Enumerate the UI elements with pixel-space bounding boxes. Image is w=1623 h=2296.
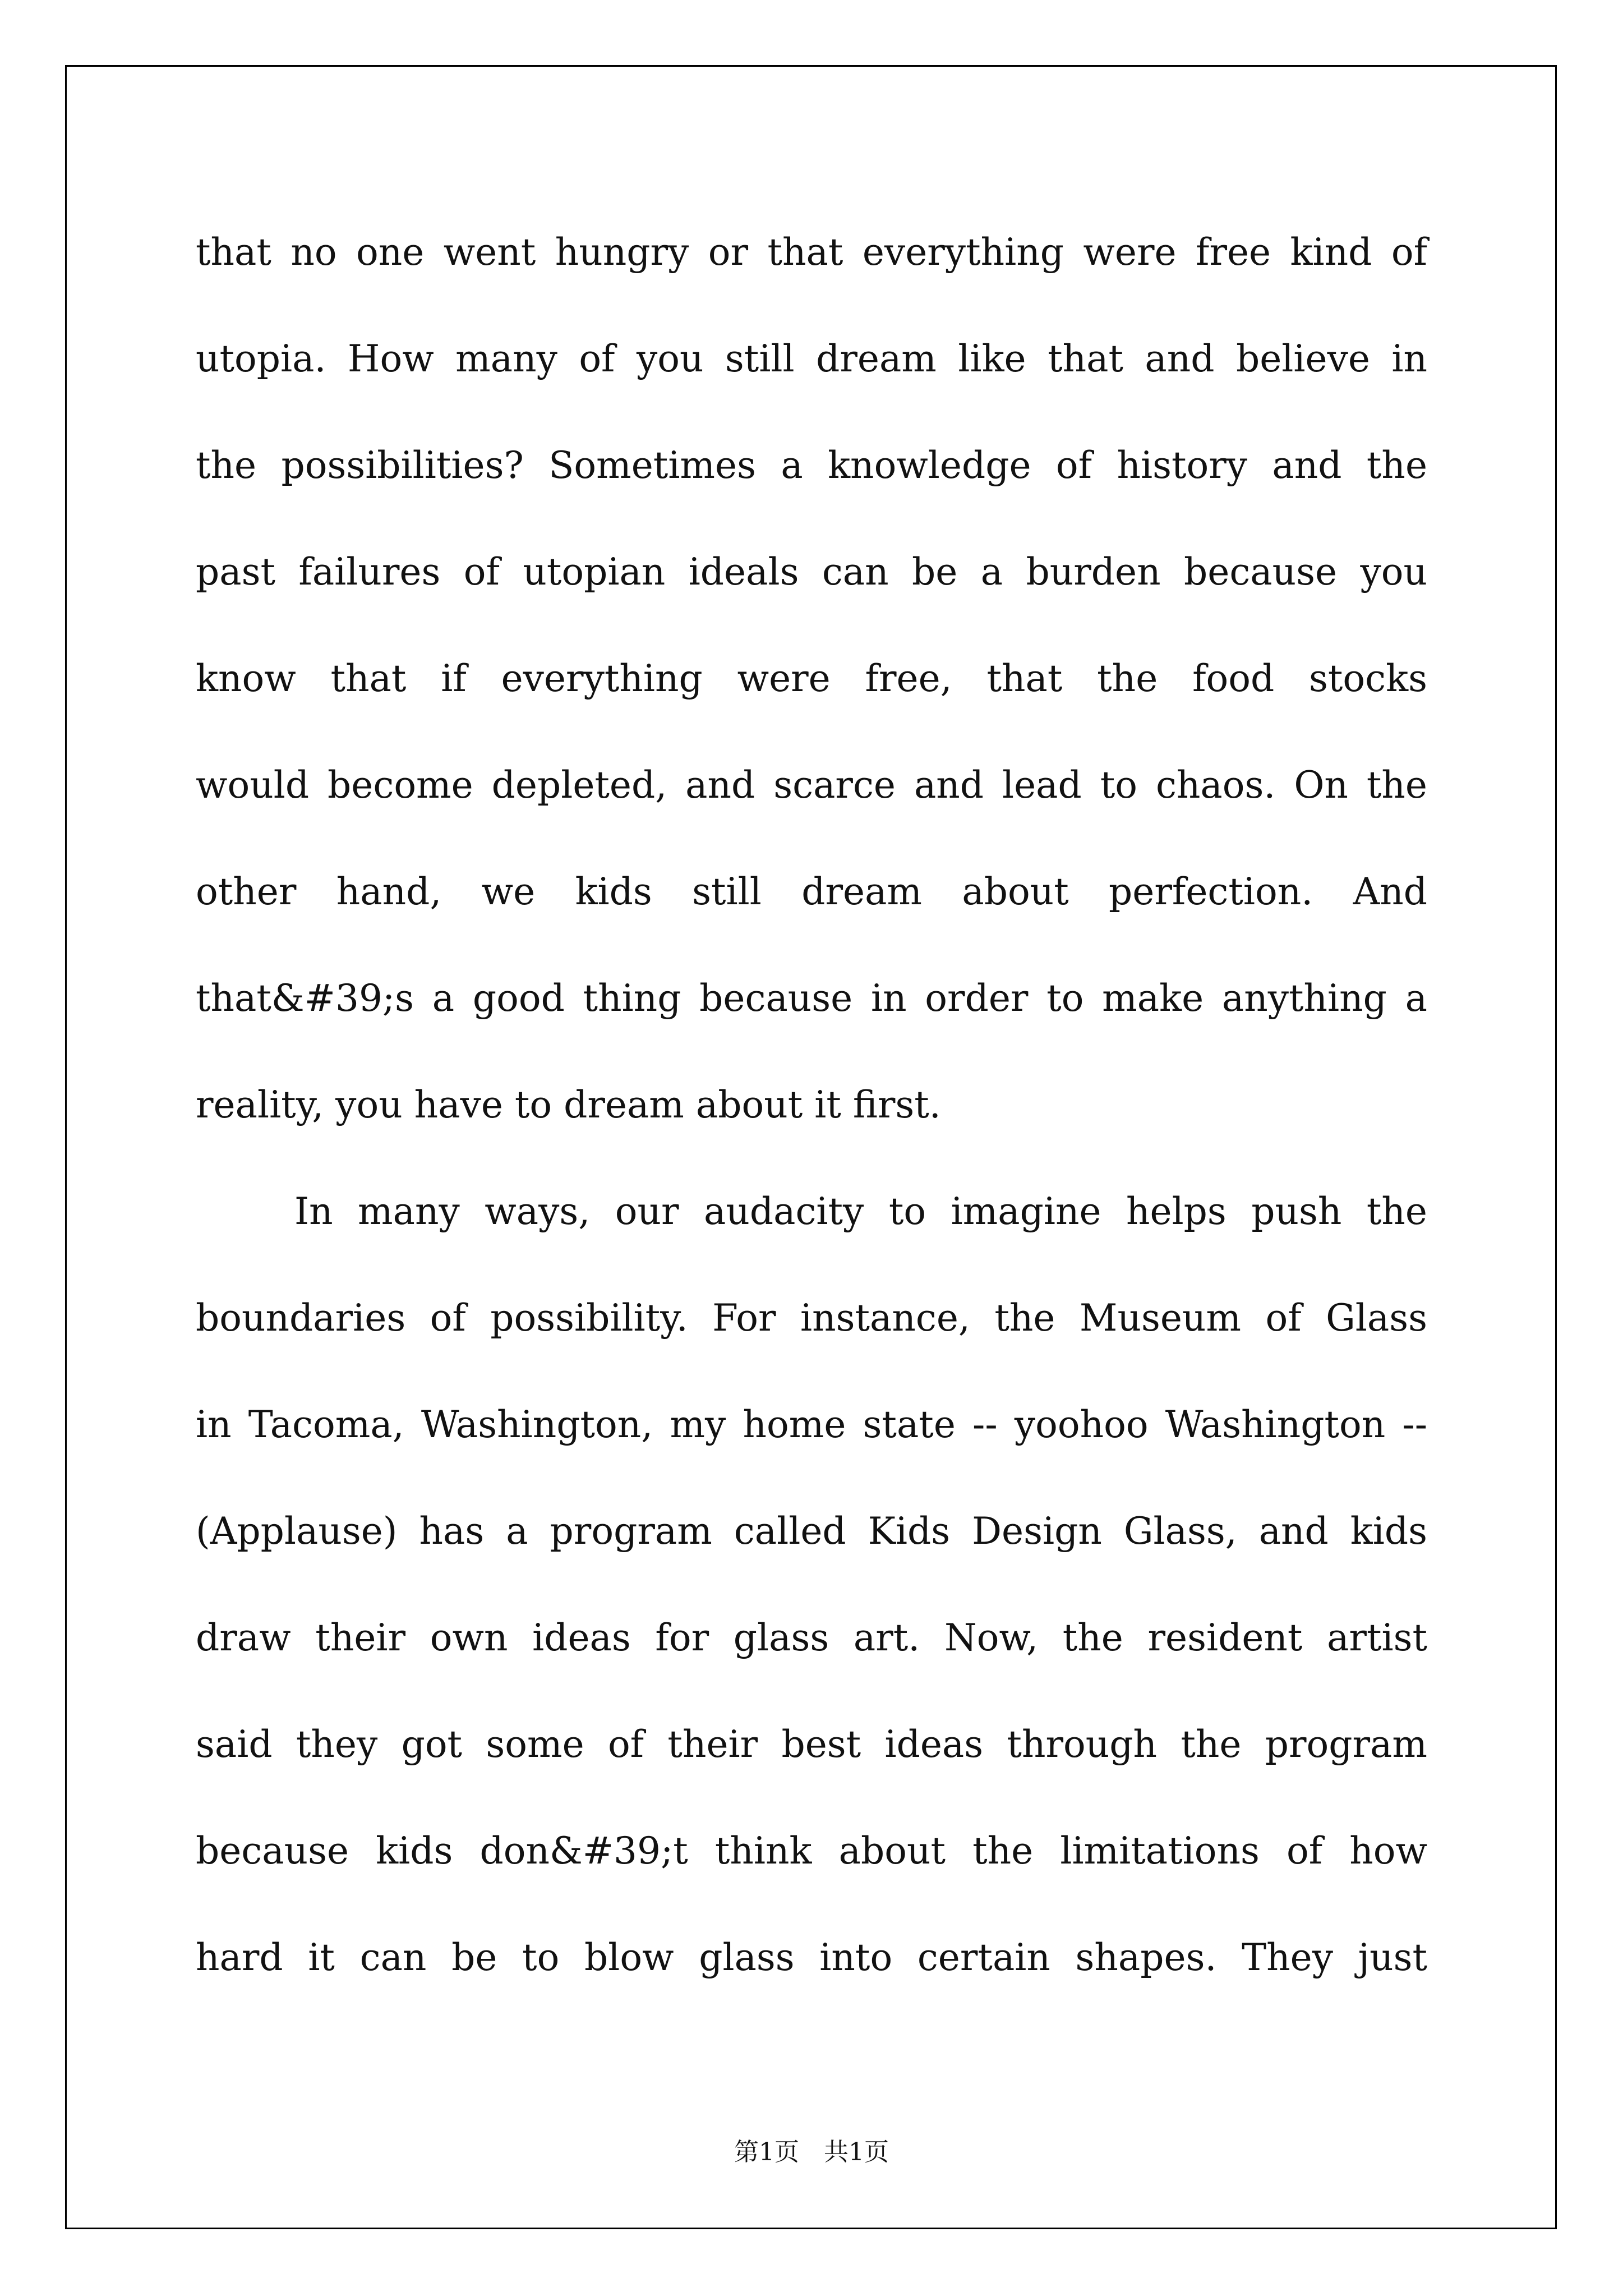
text-line: past failures of utopian ideals can be a burden because you xyxy=(196,550,1427,593)
paragraph-2 xyxy=(196,1170,1427,2022)
text-line: the possibilities? Sometimes a knowledge of history and the xyxy=(196,444,1427,487)
text-line: draw their own ideas for glass art. Now, the resident artist xyxy=(196,1616,1427,1659)
text-line: that&#39;s a good thing because in order to make anything a xyxy=(196,977,1427,1020)
text-line: (Applause) has a program called Kids Design Glass, and kids xyxy=(196,1510,1427,1553)
text-line: boundaries of possibility. For instance, the Museum of Glass xyxy=(196,1296,1427,1340)
text-line: In many ways, our audacity to imagine helps push the xyxy=(294,1190,1427,1233)
text-line: said they got some of their best ideas through the program xyxy=(196,1723,1427,1766)
text-line: because kids don&#39;t think about the limitations of how xyxy=(196,1829,1427,1872)
text-line: know that if everything were free, that the food stocks xyxy=(196,657,1427,700)
page-number-footer: 第1页 共1页 xyxy=(734,2138,889,2166)
text-line: would become depleted, and scarce and lead to chaos. On the xyxy=(196,763,1427,807)
text-line: other hand, we kids still dream about perfection. And xyxy=(196,870,1427,913)
text-line: utopia. How many of you still dream like that and believe in xyxy=(196,337,1427,380)
document-body xyxy=(196,210,1427,2022)
paragraph-1 xyxy=(196,210,1427,1170)
text-line: in Tacoma, Washington, my home state -- yoohoo Washington -- xyxy=(196,1403,1427,1446)
text-line: reality, you have to dream about it first. xyxy=(196,1083,941,1126)
text-line: hard it can be to blow glass into certain shapes. They just xyxy=(196,1936,1427,1979)
text-line: that no one went hungry or that everything were free kind of xyxy=(196,231,1427,274)
